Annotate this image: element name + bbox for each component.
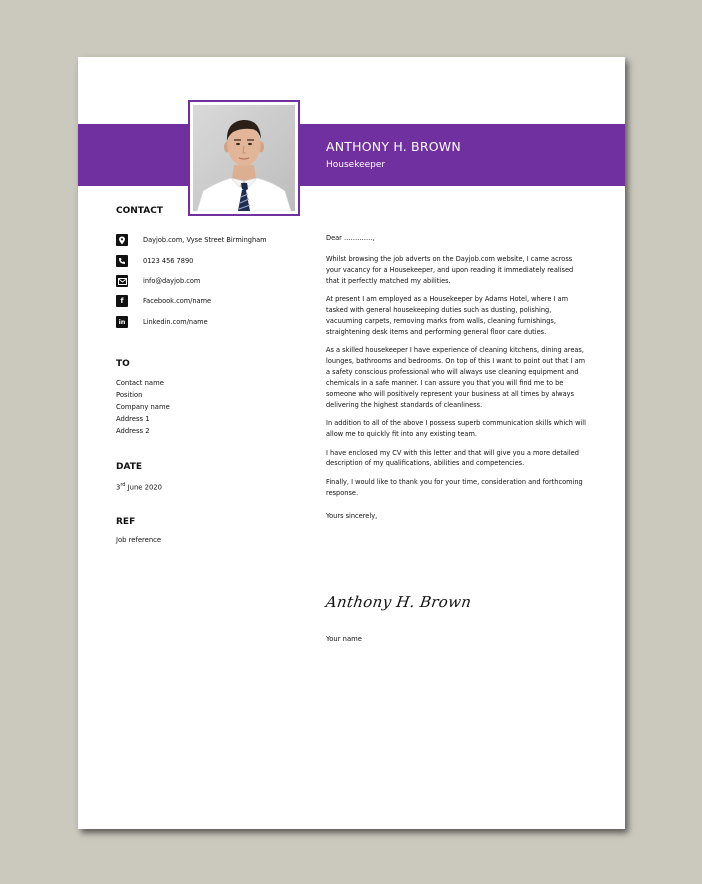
letter-paragraph: Whilst browsing the job adverts on the Dayjob.com website, I came across your vacancy for a Housekeeper, and upon reading it immediately realised that it perfectly matched my abilities. xyxy=(326,254,574,285)
contact-email-text[interactable]: info@dayjob.com xyxy=(143,277,201,285)
contact-address-row xyxy=(116,233,267,247)
signatory-name: Your name xyxy=(326,635,362,643)
profile-photo xyxy=(193,105,295,211)
contact-phone-row xyxy=(116,254,193,268)
letter-paragraph: In addition to all of the above I possess superb communication skills which will allow me to quickly fit into any existing team. xyxy=(326,419,586,439)
contact-email-row xyxy=(116,274,200,288)
date-rest: June 2020 xyxy=(127,483,162,492)
job-title: Housekeeper xyxy=(326,160,386,170)
handwritten-signature: Anthony H. Brown xyxy=(324,593,473,611)
portrait-image xyxy=(193,105,295,211)
photo-frame xyxy=(188,100,300,216)
letter-body xyxy=(326,233,586,529)
letter-paragraph: At present I am employed as a Housekeeper by Adams Hotel, where I am tasked with general housekeeping duties such as dusting, polishing, vacuuming carpets, removing marks from walls, cleaning furnishings, straightening desk items and performing general floor care duties. xyxy=(326,295,568,336)
email-icon xyxy=(116,275,128,287)
to-address-block xyxy=(116,377,170,437)
letter-paragraph: Finally, I would like to thank you for your time, consideration and forthcoming response. xyxy=(326,477,583,497)
to-position: Position xyxy=(116,391,143,399)
date-value xyxy=(116,479,162,493)
cover-letter-page xyxy=(78,57,625,829)
date-suffix: rd xyxy=(120,482,126,488)
contact-facebook-row xyxy=(116,294,211,308)
to-contact-name: Contact name xyxy=(116,379,164,387)
contact-address-text: Dayjob.com, Vyse Street Birmingham xyxy=(143,236,267,244)
letter-paragraph: As a skilled housekeeper I have experience of cleaning kitchens, dining areas, lounges, bathrooms and bedrooms. On top of this I want to point out that I am a safety conscious professional who will always use cleaning equipment and chemicals in a safe manner. I can assure you that you will find me to be someone who will positively represent your business at all times by always delivering the highest standards of cleanliness. xyxy=(326,346,586,409)
applicant-name: ANTHONY H. BROWN xyxy=(326,139,461,154)
to-address-2: Address 2 xyxy=(116,427,150,435)
letter-closing: Yours sincerely, xyxy=(326,511,378,520)
contact-linkedin-text[interactable]: Linkedin.com/name xyxy=(143,318,208,326)
letter-salutation: Dear …………., xyxy=(326,234,375,242)
phone-icon xyxy=(116,255,128,267)
ref-value: Job reference xyxy=(116,536,162,544)
contact-phone-text: 0123 456 7890 xyxy=(143,257,194,265)
facebook-icon: f xyxy=(116,295,128,307)
contact-facebook-text[interactable]: Facebook.com/name xyxy=(143,297,212,305)
linkedin-icon: in xyxy=(116,316,128,328)
letter-paragraph: I have enclosed my CV with this letter and that will give you a more detailed description of my qualifications, abilities and competencies. xyxy=(326,448,579,468)
location-pin-icon xyxy=(116,234,128,246)
contact-heading: CONTACT xyxy=(116,206,163,216)
header-band xyxy=(78,124,625,186)
ref-heading: REF xyxy=(116,517,136,527)
to-address-1: Address 1 xyxy=(116,415,150,423)
to-company-name: Company name xyxy=(116,403,170,411)
date-day: 3 xyxy=(116,483,121,492)
to-heading: TO xyxy=(116,359,130,369)
contact-linkedin-row xyxy=(116,315,208,329)
date-heading: DATE xyxy=(116,462,143,472)
